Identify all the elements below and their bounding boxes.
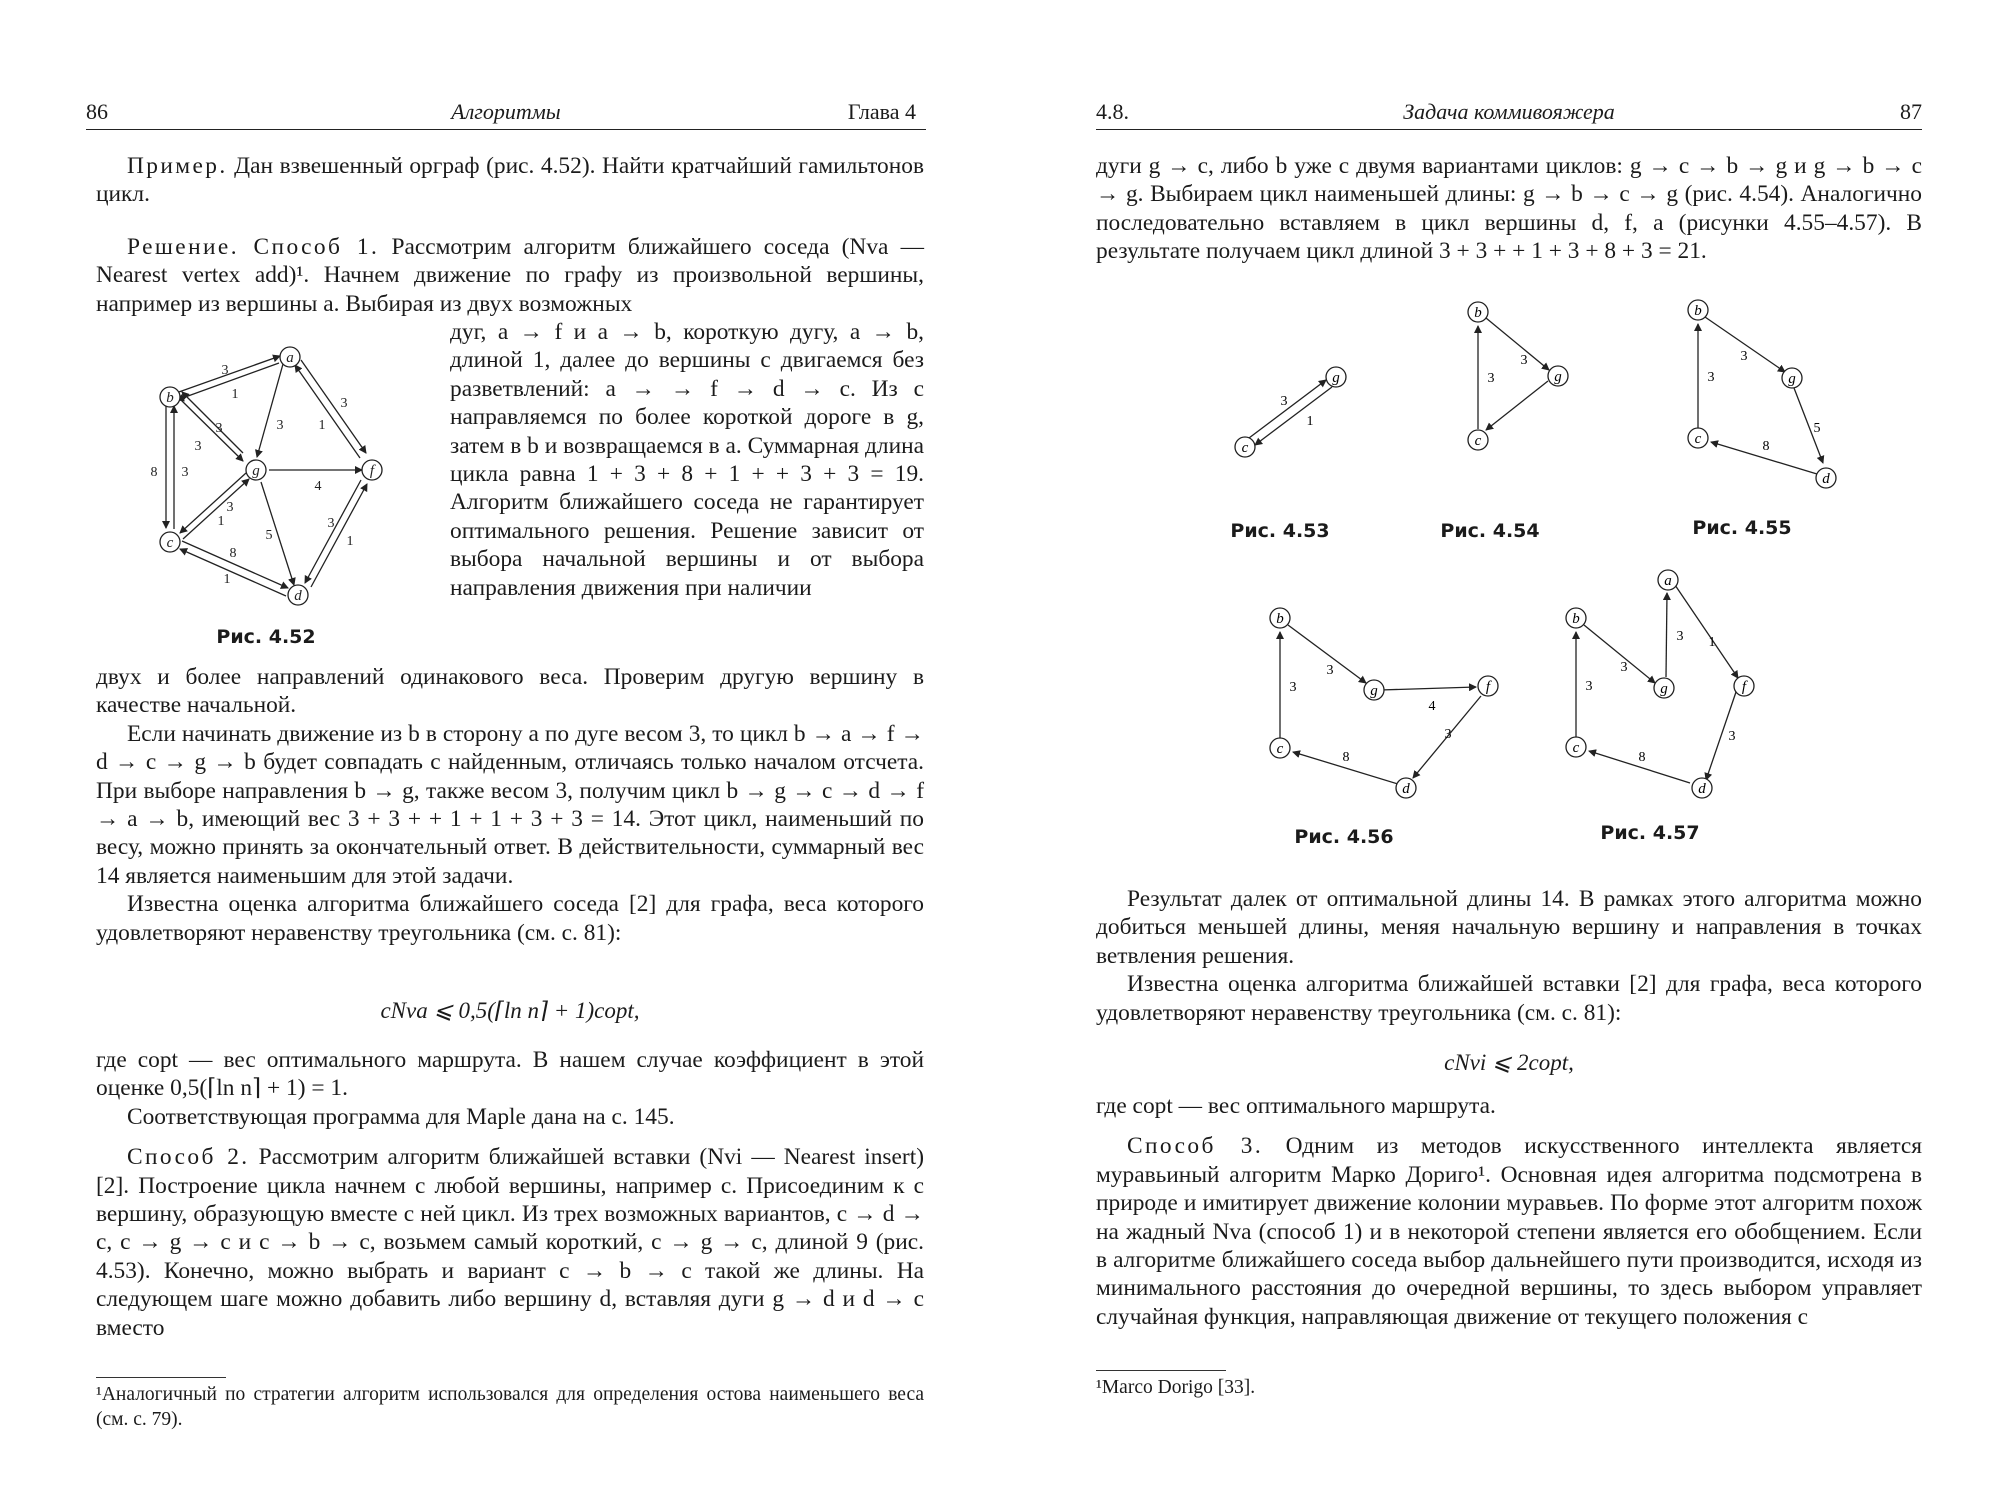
method3-text: Одним из методов искусственного интеллекта является муравьиный алгоритм Марко Дориго¹. Основная идея алгоритма подсмотрена в природе и имитирует движение колонии муравьев. По форме этот алгоритм похож на жадный Nva (способ 1) и в некоторой степени является его обобщением. Если в алгоритме ближайшего соседа выбор дальнейшего пути производится, исходя из минимального расстояния до очередной вершины, то здесь выбором управляет случайная функция, направляющая движение от текущего положения с (1096, 1133, 1922, 1330)
running-title: Задача коммивояжера (1403, 99, 1615, 124)
edge-weight: 3 (1487, 371, 1495, 386)
figure-caption: Рис. 4.57 (1600, 822, 1700, 844)
edge (257, 364, 283, 457)
footnote-rule (1096, 1370, 1226, 1371)
edge (1486, 381, 1548, 430)
method3-lead: Способ 3. (1127, 1133, 1264, 1160)
running-title: Алгоритмы (451, 99, 561, 124)
figure-caption: Рис. 4.56 (1294, 826, 1394, 848)
node-label: c (1694, 431, 1702, 447)
continuation-text: дуги g → c, либо b уже с двумя вариантами циклов: g → c → b → g и g → b → c → g. Выбираем цикл наименьшей длины: g → b → c → g (рис. 4.54). Аналогично последовательно вставляем в цикл вершины d, f, a (рисунки 4.55–4.57). В результате получаем цикл длиной 3 + 3 + + 1 + 3 + 8 + 3 = 21. (1096, 153, 1922, 265)
node-label: g (252, 463, 260, 479)
node-label: b (1474, 305, 1482, 321)
edge-weight: 3 (1620, 660, 1628, 675)
edge (305, 480, 361, 583)
edge-weight: 1 (231, 387, 239, 402)
chapter-label: Глава 4 (847, 99, 916, 124)
solution-after-text: двух и более направлений одинакового веса. Проверим другую вершину в качестве начальной. (96, 664, 924, 719)
paragraph-copt: где copt — вес оптимального маршрута. В нашем случае коэффициент в этой оценке 0,5(⌈ln n⌉ + 1) = 1. (96, 1047, 924, 1102)
edge-weight: 3 (194, 439, 202, 454)
page-header (86, 97, 926, 130)
edge-weight: 4 (1428, 699, 1436, 714)
formula-nvi: cNvi ⩽ 2copt, (1444, 1050, 1574, 1075)
node-label: c (1572, 740, 1580, 756)
continuation-paragraph (1096, 152, 1922, 266)
paragraph-estimate: Известна оценка алгоритма ближайшего соседа [2] для графа, веса которого удовлетворяют неравенству треугольника (см. с. 81): (96, 891, 924, 946)
edge-weight: 8 (229, 546, 237, 561)
node-label: b (1694, 303, 1702, 319)
paragraph-copt-block (96, 1046, 924, 1342)
edge-weight: 8 (1762, 439, 1770, 454)
node-label: f (1741, 679, 1747, 695)
formula-nva: cNva ⩽ 0,5(⌈ln n⌉ + 1)copt, (380, 998, 640, 1023)
solution-text: Рассмотрим алгоритм ближайшего соседа (Nva — Nearest vertex add)¹. Начнем движение по графу из произвольной вершины, например из вершины a. Выбирая из двух возможных (96, 234, 924, 317)
edge-weight: 5 (1813, 421, 1821, 436)
node-label: b (1572, 611, 1580, 627)
edge-weight: 1 (217, 514, 225, 529)
edge (183, 479, 249, 539)
method2-text: Рассмотрим алгоритм ближайшей вставки (Nvi — Nearest insert) [2]. Построение цикла начнем с любой вершины, например c. Присоединим к c вершину, образующую вместе с ней цикл. Из трех возможных вариантов, c → d → c, c → g → c и c → b → c, возьмем самый короткий, c → g → c, длиной 9 (рис. 4.53). Конечно, можно выбрать и вариант c → b → c такой же длины. На следующем шаге можно добавить либо вершину d, вставляя дуги g → d и d → c вместо (96, 1144, 924, 1341)
figure-caption: Рис. 4.53 (1230, 520, 1330, 542)
example-paragraph (96, 152, 924, 209)
edge (1255, 387, 1332, 445)
method2-lead: Способ 2. (127, 1144, 250, 1171)
graph-figure-4-52 (140, 345, 410, 615)
node-label: f (1485, 679, 1491, 695)
edge-weight: 3 (1280, 394, 1288, 409)
node-label: a (286, 350, 294, 366)
edge-weight: 3 (1676, 629, 1684, 644)
edge-weight: 3 (1707, 370, 1715, 385)
example-text: Дан взвешенный орграф (рис. 4.52). Найти кратчайший гамильтонов цикл. (96, 153, 924, 208)
edge-weight: 3 (226, 500, 234, 515)
edge (181, 400, 243, 461)
edge-weight: 3 (1585, 679, 1593, 694)
edge-weight: 5 (265, 528, 273, 543)
graph-figure-4-53 (1240, 365, 1360, 455)
node-label: b (1276, 611, 1284, 627)
node-label: g (1660, 681, 1668, 697)
paragraph-estimate: Известна оценка алгоритма ближайшей вставки [2] для графа, веса которого удовлетворяют неравенству треугольника (см. с. 81): (1096, 971, 1922, 1026)
edge-weight: 3 (221, 363, 229, 378)
node-label: b (166, 390, 174, 406)
node-label: d (1698, 781, 1706, 797)
edge-weight: 3 (1289, 680, 1297, 695)
page-number: 87 (1900, 99, 1922, 124)
graph-figure-4-55 (1686, 298, 1836, 498)
edge-weight: 8 (150, 465, 158, 480)
node-label: g (1788, 371, 1796, 387)
edge (1380, 687, 1476, 690)
node-label: g (1370, 683, 1378, 699)
node-label: c (166, 535, 174, 551)
paragraph-result: Результат далек от оптимальной длины 14. В рамках этого алгоритма можно добиться меньшей длины, меняя начальную вершину и направления в точках ветвления решения. (1096, 886, 1922, 969)
edge-weight: 3 (1520, 353, 1528, 368)
node-label: g (1332, 370, 1340, 386)
edge (1584, 625, 1655, 683)
graph-figure-4-57 (1564, 568, 1794, 808)
figure-caption: Рис. 4.54 (1440, 520, 1540, 542)
node-label: a (1664, 573, 1672, 589)
edge (180, 473, 246, 533)
section-number: 4.8. (1096, 99, 1129, 124)
edge-weight: 3 (327, 516, 335, 531)
solution-wrap-text: дуг, a → f и a → b, короткую дугу, a → b, длиной 1, далее до вершины c двигаемся без разветвлений: a → → f → d → c. Из c направляемся по более короткой дороге в g, затем в b и возвращаемся в a. Суммарная длина цикла равна 1 + 3 + 8 + 1 + + 3 + 3 = 19. Алгоритм ближайшего соседа не гарантирует оптимального решения. Решение зависит от выбора начальной вершины и от выбора направления движения при наличии (450, 319, 924, 601)
node-label: d (294, 588, 302, 604)
figure-caption: Рис. 4.55 (1692, 517, 1792, 539)
figure-caption: Рис. 4.52 (216, 626, 316, 648)
edge (1666, 593, 1667, 677)
result-paragraph-block (1096, 885, 1922, 1027)
edge (1249, 380, 1326, 438)
graph-figure-4-56 (1268, 606, 1508, 806)
edge-weight: 1 (318, 418, 326, 433)
solution-paragraph-wrap (450, 318, 924, 602)
solution-lead: Решение. Способ 1. (127, 234, 380, 260)
node-label: c (1241, 440, 1249, 456)
node-label: d (1822, 471, 1830, 487)
footnote: ¹Marco Dorigo [33]. (1096, 1377, 1256, 1398)
edge (1486, 318, 1549, 370)
edge-weight: 3 (1740, 349, 1748, 364)
edge-weight: 8 (1342, 750, 1350, 765)
edge-weight: 4 (314, 479, 322, 494)
paragraph-maple: Соответствующая программа для Maple дана на с. 145. (127, 1103, 675, 1130)
edge-weight: 3 (1728, 729, 1736, 744)
edge-weight: 1 (1708, 635, 1716, 650)
edge-weight: 3 (181, 465, 189, 480)
edge-weight: 8 (1638, 750, 1646, 765)
node-label: c (1276, 741, 1284, 757)
graph-figure-4-54 (1466, 300, 1576, 450)
page-number: 86 (86, 99, 108, 124)
paragraph-b-start: Если начинать движение из b в сторону a по дуге весом 3, то цикл b → a → f → d → c → g → b будет совпадать с найденным, отличаясь только началом отсчета. При выборе направления b → g, также весом 3, получим цикл b → g → c → d → f → a → b, имеющий вес 3 + 3 + + 1 + 1 + 3 + 3 = 14. Этот цикл, наименьший по весу, можно принять за окончательный ответ. В действительности, суммарный вес 14 является наименьшим для этой задачи. (96, 720, 924, 889)
node-label: f (369, 463, 375, 479)
edge-weight: 1 (346, 534, 354, 549)
edge (1675, 585, 1738, 678)
edge-weight: 3 (215, 421, 223, 436)
edge-weight: 1 (1306, 414, 1314, 429)
solution-paragraph-end (96, 663, 924, 947)
right-page (1000, 0, 2000, 1490)
copt-paragraph-block (1096, 1092, 1922, 1331)
node-label: g (1554, 369, 1562, 385)
edge (301, 360, 366, 453)
edge-weight: 1 (223, 572, 231, 587)
edge-weight: 3 (276, 418, 284, 433)
edge-weight: 3 (340, 396, 348, 411)
page-header (1096, 97, 1922, 130)
node-label: c (1474, 433, 1482, 449)
example-lead: Пример. (127, 153, 228, 179)
edge (295, 365, 360, 458)
edge-weight: 3 (1326, 663, 1334, 678)
paragraph-copt: где copt — вес оптимального маршрута. (1096, 1093, 1496, 1119)
footnote: ¹Аналогичный по стратегии алгоритм использовался для определения остова наименьшего веса (см. с. 79). (96, 1384, 924, 1430)
footnote-rule (96, 1377, 226, 1378)
solution-paragraph-top (96, 233, 924, 318)
edge (311, 484, 367, 587)
node-label: d (1402, 781, 1410, 797)
edge-weight: 3 (1444, 727, 1452, 742)
